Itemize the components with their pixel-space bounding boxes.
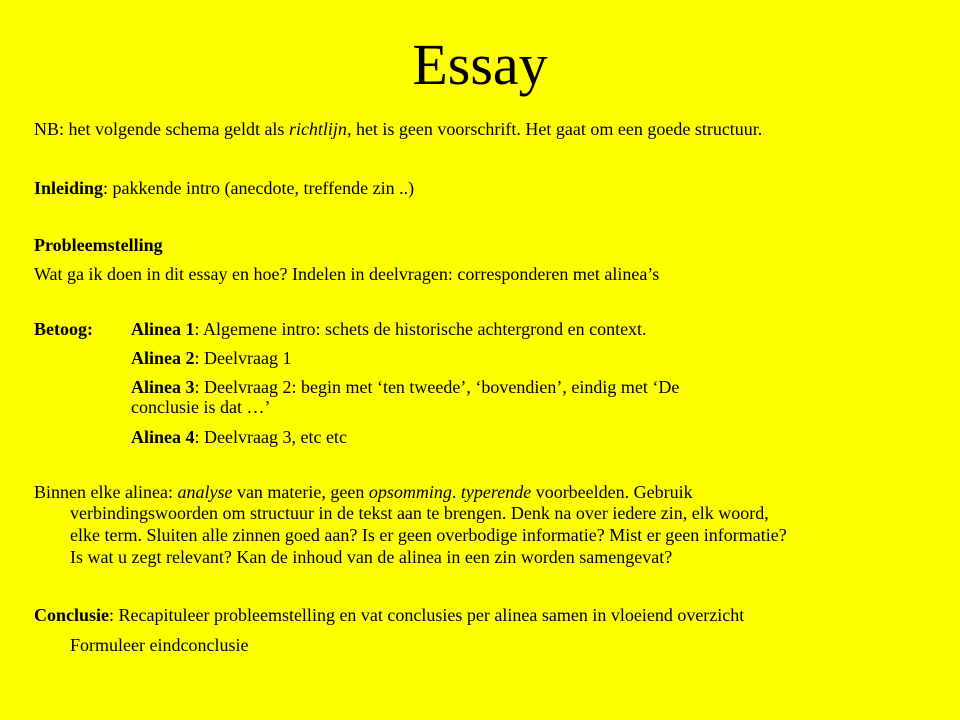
alinea-4-text: : Deelvraag 3, etc etc	[194, 427, 347, 447]
alinea-1-label: Alinea 1	[131, 319, 195, 339]
probleemstelling-heading: Probleemstelling	[34, 235, 163, 255]
nb-line	[34, 118, 762, 140]
alinea-1-text: : Algemene intro: schets de historische achtergrond en context.	[194, 319, 647, 339]
conclusie-line-2: Formuleer eindconclusie	[70, 635, 249, 655]
conclusie-line	[34, 604, 744, 626]
alinea-2-label: Alinea 2	[131, 348, 195, 368]
alinea-3-continuation: conclusie is dat …’	[131, 397, 271, 417]
probleemstelling-text: Wat ga ik doen in dit essay en hoe? Indelen in deelvragen: corresponderen met alinea’s	[34, 264, 660, 284]
binnen-line-3: elke term. Sluiten alle zinnen goed aan? Is er geen overbodige informatie? Mist er geen informatie?	[70, 525, 787, 545]
binnen-text-4: voorbeelden. Gebruik	[531, 482, 693, 502]
binnen-emph-opsomming: opsomming	[368, 482, 452, 502]
inleiding-label: Inleiding	[34, 178, 104, 198]
inleiding-text: : pakkende intro (anecdote, treffende zin ..)	[103, 178, 415, 198]
alinea-1	[131, 318, 647, 340]
betoog-label: Betoog:	[34, 319, 93, 339]
binnen-text-1: Binnen elke alinea:	[34, 482, 178, 502]
slide-title: Essay	[412, 32, 548, 97]
binnen-text-2: van materie, geen	[232, 482, 369, 502]
nb-emphasis: richtlijn	[288, 119, 347, 139]
binnen-line-2: verbindingswoorden om structuur in de tekst aan te brengen. Denk na over iedere zin, elk woord,	[70, 503, 769, 523]
alinea-3	[131, 376, 679, 398]
nb-prefix: NB: het volgende schema geldt als	[34, 119, 289, 139]
binnen-line-4: Is wat u zegt relevant? Kan de inhoud van de alinea in een zin worden samengevat?	[70, 547, 673, 567]
alinea-3-label: Alinea 3	[131, 377, 195, 397]
conclusie-text: : Recapituleer probleemstelling en vat conclusies per alinea samen in vloeiend overzicht	[109, 605, 745, 625]
conclusie-label: Conclusie	[34, 605, 110, 625]
alinea-2-text: : Deelvraag 1	[194, 348, 292, 368]
inleiding-line	[34, 177, 414, 199]
alinea-2	[131, 347, 291, 369]
binnen-line-1	[34, 481, 693, 503]
binnen-text-3: .	[451, 482, 461, 502]
alinea-3-text: : Deelvraag 2: begin met ‘ten tweede’, ‘bovendien’, eindig met ‘De	[194, 377, 680, 397]
nb-suffix: , het is geen voorschrift. Het gaat om een goede structuur.	[346, 119, 763, 139]
alinea-4-label: Alinea 4	[131, 427, 195, 447]
alinea-4	[131, 426, 347, 448]
binnen-emph-typerende: typerende	[460, 482, 532, 502]
binnen-emph-analyse: analyse	[177, 482, 233, 502]
